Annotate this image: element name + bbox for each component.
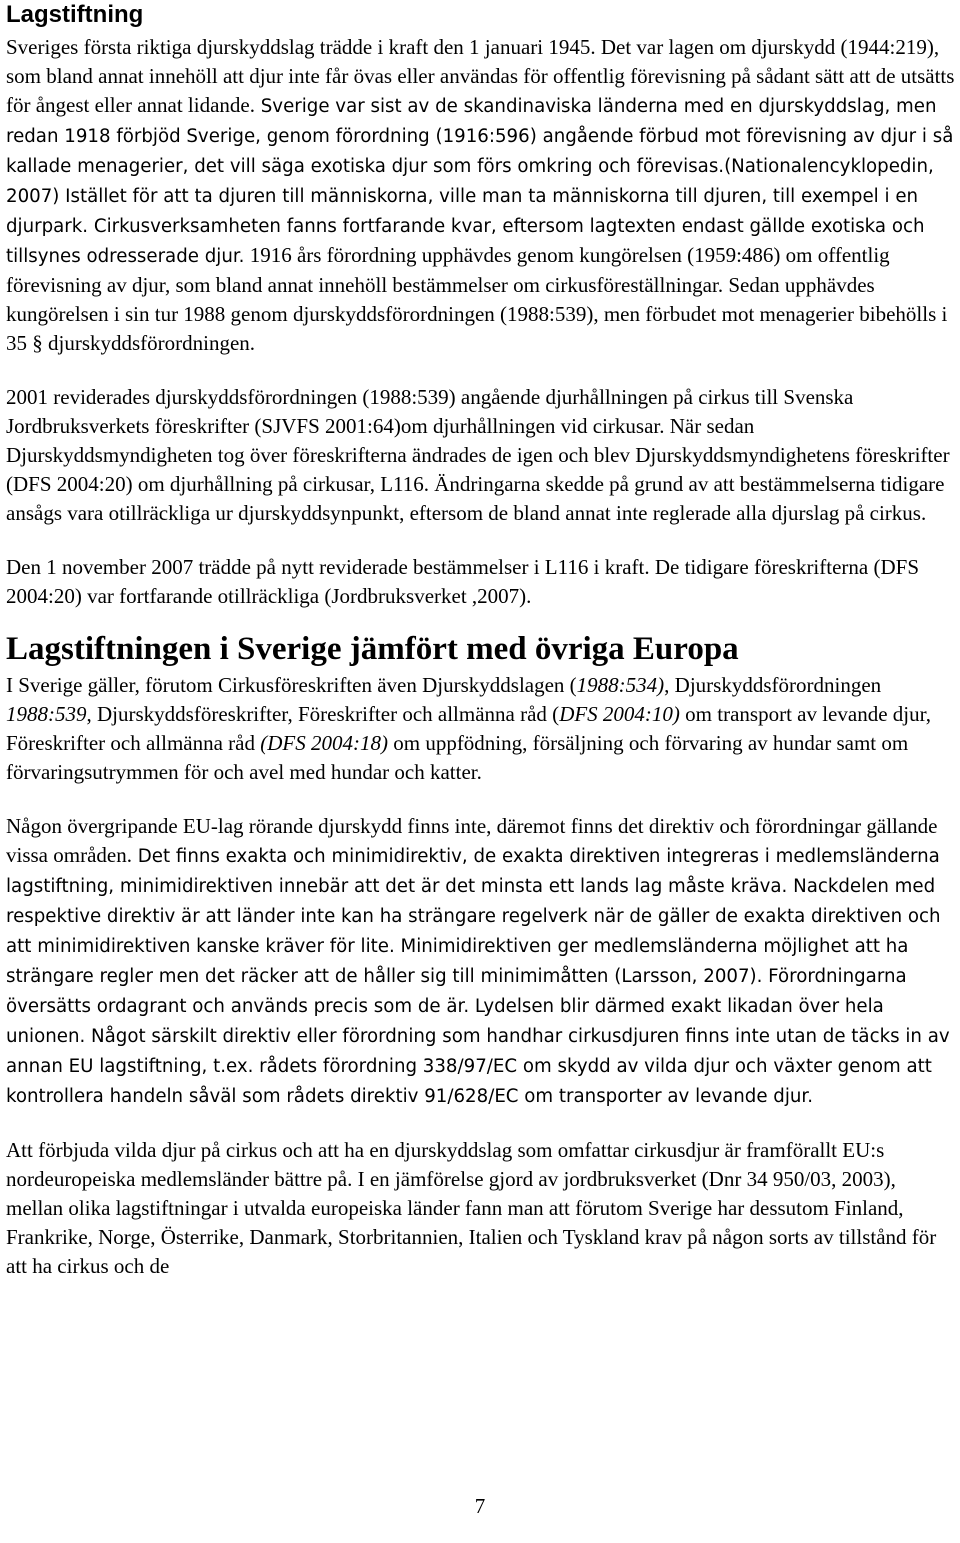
section-heading-europe: Lagstiftningen i Sverige jämfört med övriga Europa bbox=[6, 631, 739, 667]
italic-reference: DFS 2004:10) bbox=[559, 702, 680, 726]
paragraph-history-part-3: 1916 års förordning upphävdes genom kungörelsen (1959:486) om offentlig förevisning av djur, som bland annat innehöll bestämmelser om cirkusföreställningar. Sedan upphävdes kungörelsen i sin tur 1988 genom djurskyddsförordningen (1988:539), men förbudet mot menagerier bibehölls i 35 § djurskyddsförordningen. bbox=[6, 243, 948, 355]
paragraph-history-part-2: Sverige var sist av de skandinaviska länderna med en djurskyddslag, men redan 1918 förbjöd Sverige, genom förordning (1916:596) angående förbud mot förevisning av djur i så kallade menagerier, det vill säga exotiska djur som förs omkring och förevisas.(Nationalencyklopedin, 2007) Istället för att ta djuren till människorna, ville man ta människorna till djuren, till exempel i en djurpark. Cirkusverksamheten fanns fortfarande kvar, eftersom lagtexten endast gällde exotiska och tillsynes odresserade djur. bbox=[6, 96, 954, 267]
text-run: , Djurskyddsföreskrifter, Föreskrifter och allmänna råd ( bbox=[86, 702, 560, 726]
page-number: 7 bbox=[474, 1494, 486, 1518]
text-run: om transport av levande djur, Föreskrifter och allmänna råd bbox=[6, 702, 932, 755]
document-page bbox=[6, 0, 958, 1281]
italic-reference: (DFS 2004:18) bbox=[260, 731, 388, 755]
italic-reference: 1988:539 bbox=[6, 702, 87, 726]
text-run: I Sverige gäller, förutom Cirkusföreskriften även Djurskyddslagen ( bbox=[6, 673, 577, 697]
text-run: , Djurskyddsförordningen bbox=[664, 673, 882, 697]
paragraph-eu-part-2: Det finns exakta och minimidirektiv, de exakta direktiven integreras i medlemsländerna lagstiftning, minimidirektiven innebär att det är det minsta ett lands lag måste kräva. Nackdelen med respektive direktiv är att länder inte kan ha strängare regelverk när de gäller de exakta direktiven och att minimidirektiven kanske kräver för lite. Minimidirektiven ger medlemsländerna möjlighet att ha strängare regler men det räcker att de håller sig till minimimåtten (Larsson, 2007). Förordningarna översätts ordagrant och används precis som de är. Lydelsen blir därmed exakt likadan över hela unionen. Något särskilt direktiv eller förordning som handhar cirkusdjuren finns inte utan de täcks in av annan EU lagstiftning, t.ex. rådets förordning 338/97/EC om skydd av vilda djur och växter genom att kontrollera handeln såväl som rådets direktiv 91/628/EC om transporter av levande djur. bbox=[6, 846, 950, 1107]
paragraph-2007-revision: Den 1 november 2007 trädde på nytt reviderade bestämmelser i L116 i kraft. De tidigare föreskrifterna (DFS 2004:20) var fortfarande otillräckliga (Jordbruksverket ,2007). bbox=[6, 555, 919, 608]
italic-reference: 1988:534) bbox=[576, 673, 665, 697]
paragraph-history bbox=[6, 33, 958, 358]
paragraph-2001-revision: 2001 reviderades djurskyddsförordningen (1988:539) angående djurhållningen på cirkus till Svenska Jordbruksverkets föreskrifter (SJVFS 2001:64)om djurhållningen vid cirkusar. När sedan Djurskyddsmyndigheten tog över föreskrifterna ändrades de igen och blev Djurskyddsmyndighetens föreskrifter (DFS 2004:20) om djurhållning på cirkusar, L116. Ändringarna skedde på grund av att bestämmelserna tidigare ansågs vara otillräckliga ur djurskyddsynpunkt, eftersom de bland annat inte reglerade alla djurslag på cirkus. bbox=[6, 385, 950, 525]
text-run: om uppfödning, försäljning och förvaring av hundar samt om förvaringsutrymmen för och avel med hundar och katter. bbox=[6, 731, 909, 784]
paragraph-eu-part-1: Någon övergripande EU-lag rörande djurskydd finns inte, däremot finns det direktiv och förordningar gällande vissa områden. bbox=[6, 814, 938, 867]
paragraph-history-part-1: Sveriges första riktiga djurskyddslag trädde i kraft den 1 januari 1945. Det var lagen om djurskydd (1944:219), som bland annat innehöll att djur inte får övas eller användas för offentlig förevisning på sådant sätt att de utsätts för ångest eller annat lidande. bbox=[6, 35, 955, 117]
section-heading-lagstiftning: Lagstiftning bbox=[6, 1, 144, 28]
paragraph-wild-animals-ban: Att förbjuda vilda djur på cirkus och att ha en djurskyddslag som omfattar cirkusdjur är framförallt EU:s nordeuropeiska medlemsländer bättre på. I en jämförelse gjord av jordbruksverket (Dnr 34 950/03, 2003), mellan olika lagstiftningar i utvalda europeiska länder fann man att förutom Sverige har dessutom Finland, Frankrike, Norge, Österrike, Danmark, Storbritannien, Italien och Tyskland krav på någon sorts av tillstånd för att ha cirkus och de bbox=[6, 1138, 937, 1278]
paragraph-swedish-laws bbox=[6, 671, 958, 787]
paragraph-eu-directives bbox=[6, 812, 958, 1111]
